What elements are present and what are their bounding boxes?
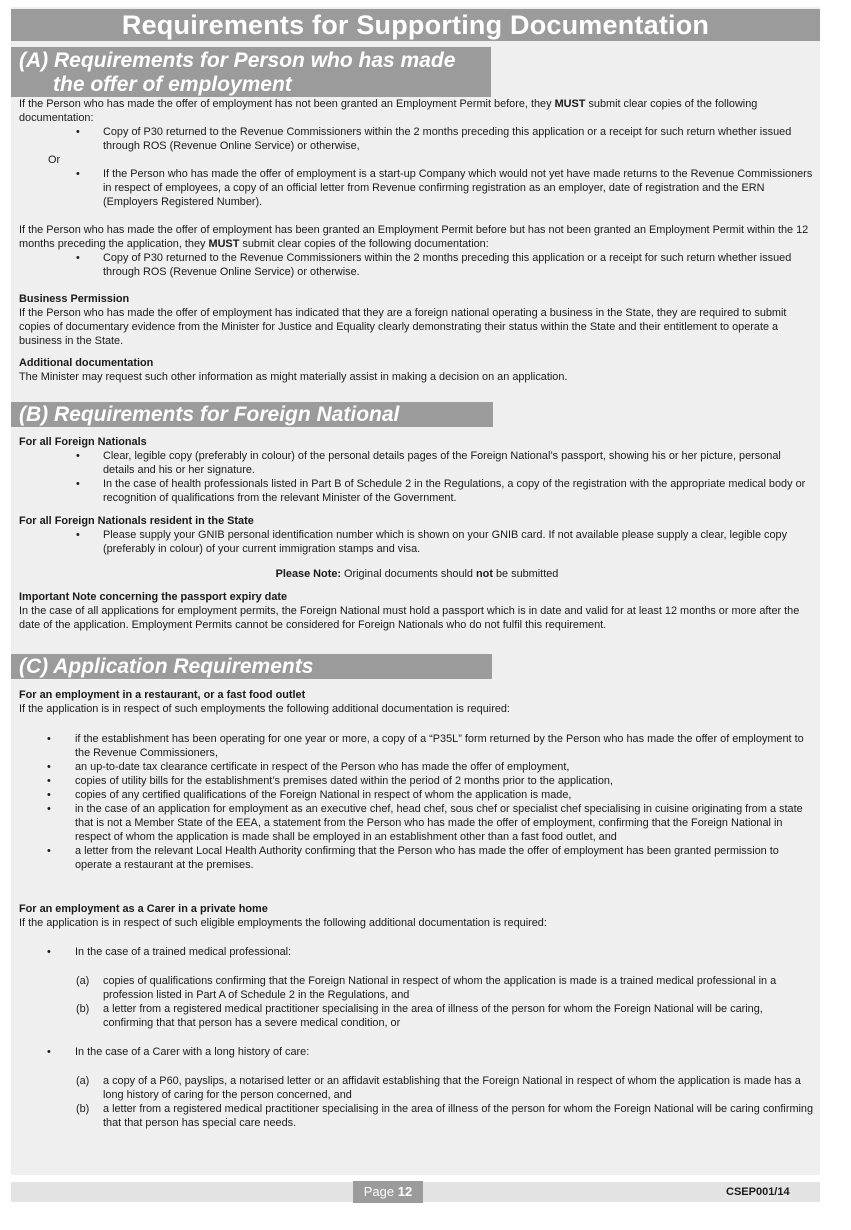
sub-item-text: a letter from a registered medical practitioner specialising in the area of illness of the person for whom the Foreign National will be caring confirming that that person has special care needs. (103, 1103, 814, 1129)
list-item-text: In the case of health professionals listed in Part B of Schedule 2 in the Regulations, a copy of the registration with the appropriate medical body or recognition of qualifications from the relevant Minister of the Government. (103, 478, 806, 504)
bullet-icon: • (47, 761, 51, 773)
page-label: Page (363, 1184, 395, 1199)
carer-heading: For an employment as a Carer in a private home (19, 903, 268, 915)
page-title: Requirements for Supporting Documentation (11, 9, 820, 41)
list-item-text: copies of any certified qualifications of the Foreign National in respect of whom the application is made, (75, 789, 572, 801)
list-item-text: copies of utility bills for the establishment’s premises dated within the period of 2 months prior to the application, (75, 775, 613, 787)
foreign-nationals-heading: For all Foreign Nationals (19, 436, 147, 448)
section-a-heading (11, 47, 491, 97)
section-a-paragraph-1 (19, 97, 815, 125)
sub-item-label: (a) (76, 975, 90, 987)
bullet-icon: • (76, 252, 80, 264)
text: If the Person who has made the offer of employment has been granted an Employment Permit before but has not been granted an Employment Permit within the 12 months preceding the application, they (19, 224, 809, 250)
list-item-text: In the case of a trained medical professional: (75, 946, 292, 958)
list-item-text: In the case of a Carer with a long history of care: (75, 1046, 310, 1058)
list-item (19, 945, 815, 959)
bullet-icon: • (76, 168, 80, 180)
section-c-heading: (C) Application Requirements (11, 654, 492, 679)
section-a-heading-line2: the offer of employment (53, 73, 292, 96)
sub-item-text: copies of qualifications confirming that the Foreign National in respect of whom the application is made is a trained medical professional in a profession listed in Part A of Schedule 2 in the Regulations, and (103, 975, 777, 1001)
sub-item (19, 1002, 815, 1030)
bullet-icon: • (47, 1046, 51, 1058)
bullet-icon: • (76, 529, 80, 541)
list-item (19, 449, 815, 477)
sub-item-label: (b) (76, 1103, 90, 1115)
text: submit clear copies of the following documentation: (19, 98, 758, 124)
bullet-icon: • (47, 733, 51, 745)
restaurant-heading: For an employment in a restaurant, or a fast food outlet (19, 689, 306, 701)
list-item-text: Copy of P30 returned to the Revenue Commissioners within the 2 months preceding this application or a receipt for such return whether issued through ROS (Revenue Online Service) or otherwise, (103, 126, 792, 152)
section-c-body (19, 688, 815, 1130)
sub-item (19, 974, 815, 1002)
list-item-text: a letter from the relevant Local Health Authority confirming that the Person who has made the offer of employment has been granted permission to operate a restaurant at the premises. (75, 845, 779, 871)
bullet-icon: • (47, 946, 51, 958)
resident-foreign-nationals-heading: For all Foreign Nationals resident in the State (19, 515, 254, 527)
additional-documentation-heading: Additional documentation (19, 357, 154, 369)
carer-intro: If the application is in respect of such eligible employments the following additional documentation is required: (19, 917, 547, 929)
list-item-text: an up-to-date tax clearance certificate in respect of the Person who has made the offer of employment, (75, 761, 570, 773)
list-item (19, 774, 815, 788)
list-item (19, 1045, 815, 1059)
text: submit clear copies of the following documentation: (239, 238, 489, 250)
section-a-heading-line1: (A) Requirements for Person who has made (19, 49, 456, 72)
emphasis-not: not (476, 568, 493, 580)
list-item (19, 788, 815, 802)
list-item-text: if the establishment has been operating for one year or more, a copy of a “P35L” form returned by the Person who has made the offer of employment to the Revenue Commissioners, (75, 733, 804, 759)
section-a-paragraph-2 (19, 223, 815, 251)
bullet-icon: • (76, 478, 80, 490)
sub-item (19, 1074, 815, 1102)
list-item (19, 125, 815, 153)
list-item (19, 477, 815, 505)
list-item (19, 760, 815, 774)
bullet-icon: • (47, 775, 51, 787)
list-item (19, 167, 815, 209)
section-b-heading: (B) Requirements for Foreign National (11, 402, 493, 427)
list-item (19, 802, 815, 844)
list-item-text: Please supply your GNIB personal identification number which is shown on your GNIB card. If not available please supply a clear, legible copy (preferably in colour) of your current immigration stamps and visa. (103, 529, 788, 555)
or-label: Or (48, 154, 61, 166)
bullet-icon: • (47, 845, 51, 857)
text: Original documents should (341, 568, 477, 580)
sub-item-text: a letter from a registered medical practitioner specialising in the area of illness of the person for whom the Foreign National will be caring, confirming that that person has a severe medical condition, or (103, 1003, 763, 1029)
note-label: Please Note: (275, 568, 342, 580)
list-item-text: in the case of an application for employment as an executive chef, head chef, sous chef or specialist chef specialising in cuisine originating from a state that is not a Member State of the EEA, a statement from the Person who has made the offer of employment, confirming that the Foreign National in respect of whom the application is made shall be employed in an establishment other than a fast food outlet, and (75, 803, 803, 843)
section-b-body (19, 435, 815, 632)
additional-documentation-text: The Minister may request such other information as might materially assist in making a decision on an application. (19, 371, 568, 383)
document-page (11, 7, 820, 1175)
form-code: CSEP001/14 (726, 1186, 790, 1198)
list-item-text: Clear, legible copy (preferably in colour) of the personal details pages of the Foreign National’s passport, showing his or her picture, personal details and his or her signature. (103, 450, 781, 476)
sub-item (19, 1102, 815, 1130)
bullet-icon: • (47, 789, 51, 801)
sub-item-label: (a) (76, 1075, 90, 1087)
business-permission-text: If the Person who has made the offer of employment has indicated that they are a foreign national operating a business in the State, they are required to submit copies of documentary evidence from the Minister for Justice and Equality clearly demonstrating their status within the State and their entitlement to operate a business in the State. (19, 307, 787, 347)
page-number (353, 1181, 423, 1203)
emphasis-must: MUST (208, 238, 240, 250)
passport-expiry-heading: Important Note concerning the passport expiry date (19, 591, 288, 603)
sub-item-label: (b) (76, 1003, 90, 1015)
section-a-body (19, 97, 815, 384)
passport-expiry-text: In the case of all applications for employment permits, the Foreign National must hold a passport which is in date and valid for at least 12 months or more after the date of the application. Employment Permits cannot be considered for Foreign Nationals who do not fulfil this requirement. (19, 605, 800, 631)
list-item (19, 528, 815, 556)
list-item-text: If the Person who has made the offer of employment is a start-up Company which would not yet have made returns to the Revenue Commissioners in respect of employees, a copy of an official letter from Revenue confirming registration as an employer, date of registration and the ERN (Employers Registered Number). (103, 168, 813, 208)
bullet-icon: • (76, 126, 80, 138)
list-item (19, 732, 815, 760)
page-number-value: 12 (397, 1184, 413, 1199)
bullet-icon: • (47, 803, 51, 815)
bullet-icon: • (76, 450, 80, 462)
list-item (19, 844, 815, 872)
list-item (19, 251, 815, 279)
emphasis-must: MUST (554, 98, 586, 110)
list-item-text: Copy of P30 returned to the Revenue Commissioners within the 2 months preceding this application or a receipt for such return whether issued through ROS (Revenue Online Service) or otherwise. (103, 252, 792, 278)
sub-item-text: a copy of a P60, payslips, a notarised letter or an affidavit establishing that the Foreign National in respect of whom the application is made has a long history of caring for the person concerned, and (103, 1075, 801, 1101)
restaurant-intro: If the application is in respect of such employments the following additional documentation is required: (19, 703, 510, 715)
text: be submitted (492, 568, 559, 580)
business-permission-heading: Business Permission (19, 293, 130, 305)
text: If the Person who has made the offer of employment has not been granted an Employment Permit before, they (19, 98, 555, 110)
please-note (19, 567, 815, 581)
